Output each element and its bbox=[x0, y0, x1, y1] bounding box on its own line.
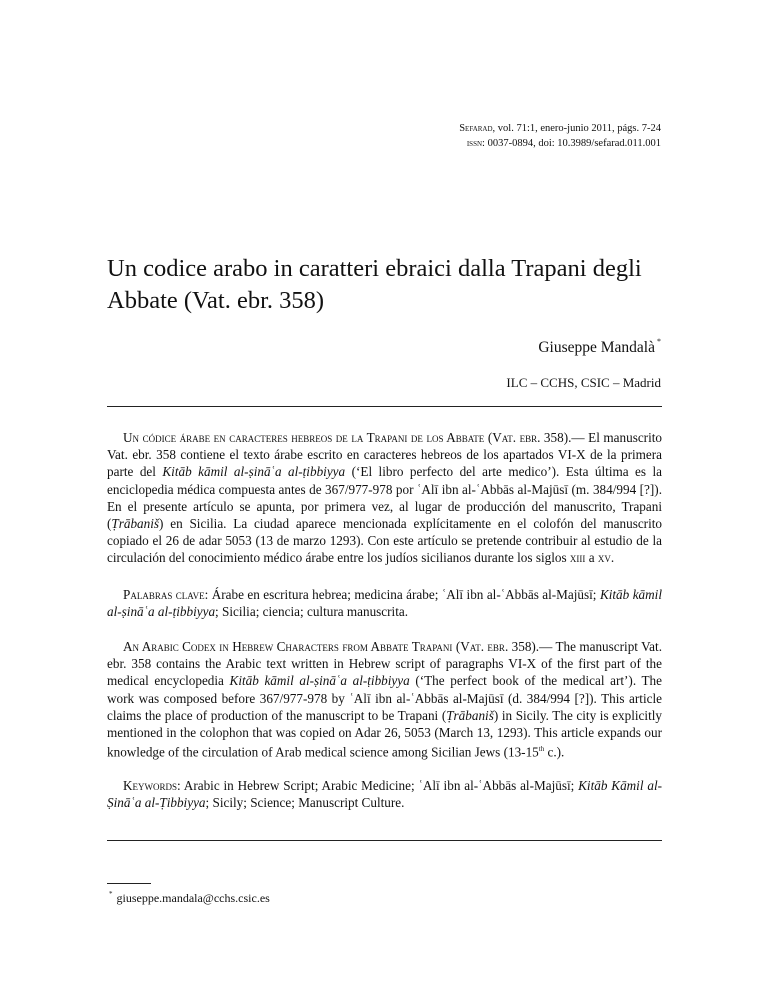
footnote-rule bbox=[107, 883, 151, 884]
citation-line bbox=[459, 121, 661, 136]
footnote bbox=[107, 890, 270, 906]
abstract-es-text: ) en Sicilia. La ciudad aparece mencionada explícitamente en el colofón del manuscrito copiado el 26 de adar 5053 (13 de marzo 1293). Con este artículo se pretende contribuir al estudio de la circulación del conocimiento médico árabe entre los judíos sicilianos durante los siglos bbox=[107, 516, 662, 566]
abstract-en-text: c.). bbox=[544, 744, 565, 760]
keywords-es-label: Palabras clave bbox=[123, 587, 205, 602]
century-numeral: xiii bbox=[569, 550, 586, 566]
issn-label: issn bbox=[466, 138, 483, 149]
abstract-es-place-italic: Ṭrābaniš bbox=[111, 516, 160, 532]
author-line bbox=[538, 337, 661, 357]
keywords-es-italic: Kitāb kāmil al-ṣināʿa al-ṭibbiyya bbox=[107, 587, 662, 620]
abstract-es-text: — El manuscrito Vat. ebr. 358 contiene el texto árabe escrito en caracteres hebreos de los apartados VI-X de la primera parte del bbox=[107, 430, 662, 480]
abstract-en-place-italic: Ṭrābaniš bbox=[446, 707, 494, 723]
keywords-spanish bbox=[107, 586, 662, 620]
abstract-en-text: ) in Sicily. The city is explicitly mentioned in the colophon that was copied on Adar 26, 5053 (March 13, 1293). This article expands our knowledge of the circulation of Arab medical science among Sicilian Jews (13-15 bbox=[107, 707, 662, 760]
abstract-spanish bbox=[107, 429, 662, 567]
author-affiliation: ILC – CCHS, CSIC – Madrid bbox=[506, 375, 661, 390]
abstract-en-text: (‘The perfect book of the medical art’). The work was composed before 367/977-978 by ʿAlī ibn al-ʿAbbās al-Majūsī (d. 384/994 [?]). This article claims the place of production of the manuscript to be Trapani ( bbox=[107, 673, 662, 723]
journal-header bbox=[459, 121, 661, 151]
issn-doi: : 0037-0894, doi: 10.3989/sefarad.011.001 bbox=[482, 138, 661, 149]
abstract-es-text: (‘El libro perfecto del arte medico’). Esta última es la enciclopedia médica compuesta antes de 367/977-978 por ʿAlī ibn al-ʿAbbās al-Majūsī (m. 384/994 [?]). En el presente artículo se apunta, por primera vez, al lugar de producción del manuscrito, Trapani ( bbox=[107, 464, 663, 532]
century-numeral: xv bbox=[597, 550, 611, 566]
author-footnote-mark[interactable]: * bbox=[657, 337, 661, 346]
author-email-link[interactable]: giuseppe.mandala@cchs.csic.es bbox=[116, 891, 270, 905]
abstract-es-heading: Un códice árabe en caracteres hebreos de la Trapani de los Abbate (Vat. ebr. 358). bbox=[123, 430, 572, 445]
issn-line bbox=[459, 136, 661, 151]
abstract-english bbox=[107, 638, 662, 761]
keywords-es-text: : Árabe en escritura hebrea; medicina árabe; ʿAlī ibn al-ʿAbbās al-Majūsī; bbox=[204, 587, 600, 602]
keywords-en-text: ; Sicily; Science; Manuscript Culture. bbox=[205, 795, 405, 811]
abstract-en-title-italic: Kitāb kāmil al-ṣināʿa al-ṭibbiyya bbox=[229, 673, 410, 689]
keywords-es-text: ; Sicilia; ciencia; cultura manuscrita. bbox=[215, 604, 409, 620]
keywords-en-label: Keywords bbox=[123, 778, 178, 793]
abstract-es-title-italic: Kitāb kāmil al-ṣināʿa al-ṭibbiyya bbox=[162, 464, 346, 480]
author-name: Giuseppe Mandalà bbox=[538, 339, 655, 356]
abstract-es-text: a bbox=[585, 550, 598, 566]
journal-name: Sefarad bbox=[459, 123, 493, 134]
keywords-en-text: : Arabic in Hebrew Script; Arabic Medicine; ʿAlī ibn al-ʿAbbās al-Majūsī; bbox=[177, 778, 579, 793]
keywords-en-italic: Kitāb Kāmil al-Ṣināʿa al-Ṭibbiyya bbox=[107, 778, 662, 811]
abstract-es-text: . bbox=[610, 550, 615, 566]
abstract-en-text: — The manuscript Vat. ebr. 358 contains the Arabic text written in Hebrew script of paragraphs VI-X of the first part of the medical encyclopedia bbox=[107, 639, 662, 689]
top-rule bbox=[107, 406, 662, 407]
keywords-english bbox=[107, 777, 662, 811]
citation-details: , vol. 71:1, enero-junio 2011, págs. 7-24 bbox=[492, 123, 661, 134]
footnote-mark: * bbox=[109, 890, 113, 898]
abstract-en-heading: An Arabic Codex in Hebrew Characters from Abbate Trapani (Vat. ebr. 358). bbox=[123, 639, 540, 654]
ordinal-superscript: th bbox=[538, 745, 545, 754]
bottom-rule bbox=[107, 840, 662, 841]
article-title: Un codice arabo in caratteri ebraici dalla Trapani degli Abbate (Vat. ebr. 358) bbox=[107, 255, 642, 314]
